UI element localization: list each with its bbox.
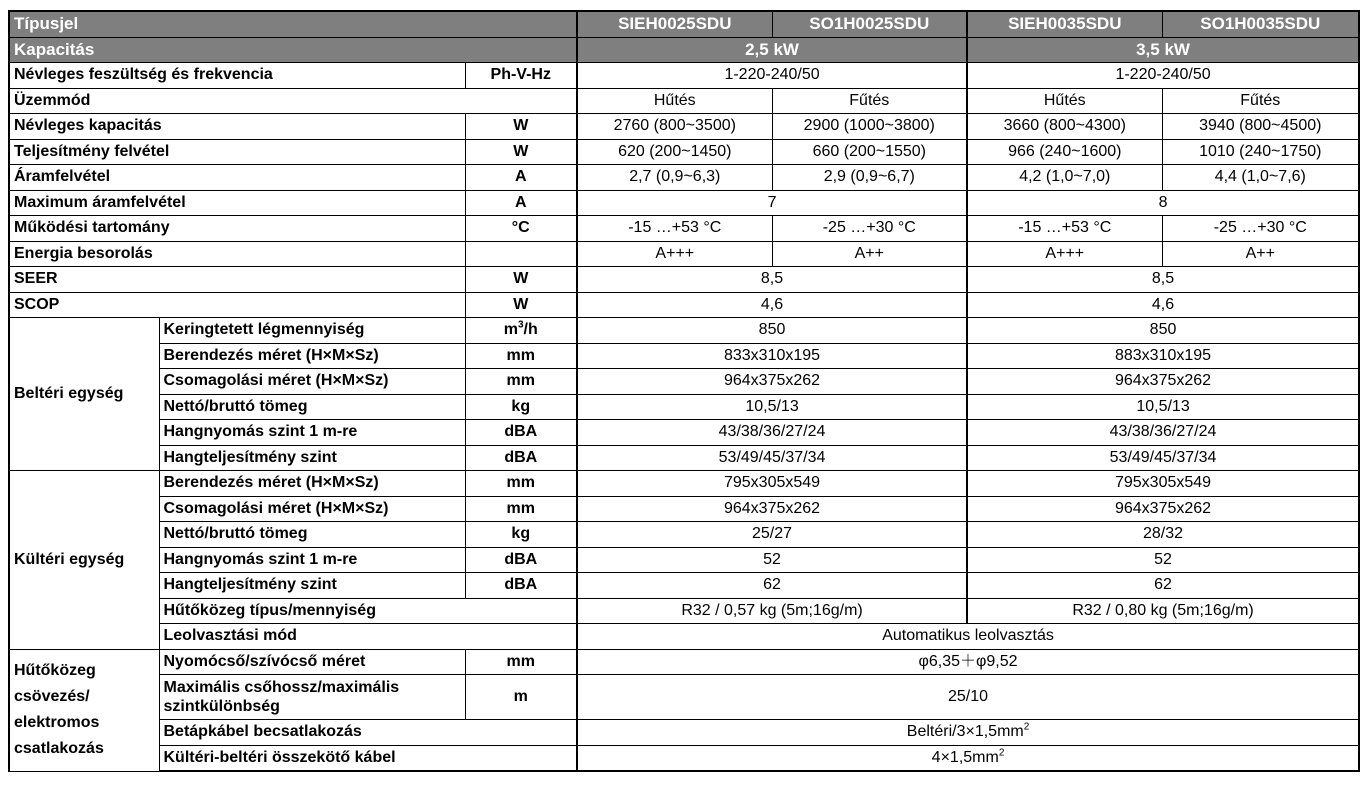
cell-value: 4,6 <box>967 292 1359 318</box>
outdoor-dimensions-row <box>9 471 1359 497</box>
rated-capacity-row <box>9 114 1359 140</box>
row-label: Leolvasztási mód <box>159 624 577 650</box>
cell-value: 833x310x195 <box>577 343 967 369</box>
row-label: Keringtetett légmennyiség <box>159 318 465 344</box>
row-label: Névleges feszültség és frekvencia <box>9 63 465 89</box>
row-unit: dBA <box>465 547 577 573</box>
capacity-value: 2,5 kW <box>577 37 967 63</box>
cell-value: 8 <box>967 190 1359 216</box>
indoor-weight-row <box>9 394 1359 420</box>
row-label: Hangteljesítmény szint <box>159 573 465 599</box>
row-unit: dBA <box>465 573 577 599</box>
operating-range-row <box>9 216 1359 242</box>
capacity-header-row <box>9 37 1359 63</box>
model-name: SIEH0025SDU <box>577 11 772 37</box>
cell-value: 964x375x262 <box>967 496 1359 522</box>
spec-table <box>8 10 1360 772</box>
model-name: SO1H0025SDU <box>772 11 967 37</box>
cell-value: 1-220-240/50 <box>967 63 1359 89</box>
row-label: Betápkábel becsatlakozás <box>159 720 577 746</box>
model-header-row <box>9 11 1359 37</box>
row-label: Nettó/bruttó tömeg <box>159 394 465 420</box>
cell-value: 883x310x195 <box>967 343 1359 369</box>
connecting-cable-row <box>9 745 1359 771</box>
cell-value: -25 …+30 °C <box>772 216 967 242</box>
mode-row <box>9 88 1359 114</box>
cell-value: 2760 (800~3500) <box>577 114 772 140</box>
cell-value: $4\times 1,5mm^2$ <box>577 745 1359 771</box>
capacity-value: 3,5 kW <box>967 37 1359 63</box>
model-name: SO1H0035SDU <box>1162 11 1359 37</box>
cell-value: 964x375x262 <box>577 369 967 395</box>
outdoor-defrost-row <box>9 624 1359 650</box>
cell-value: 2,9 (0,9~6,7) <box>772 165 967 191</box>
cell-value: A++ <box>772 241 967 267</box>
row-label: Üzemmód <box>9 88 577 114</box>
row-label: Hangnyomás szint 1 m-re <box>159 547 465 573</box>
row-unit: kg <box>465 394 577 420</box>
cell-value: 3660 (800~4300) <box>967 114 1162 140</box>
cell-value: 25/27 <box>577 522 967 548</box>
row-label: Teljesítmény felvétel <box>9 139 465 165</box>
cell-value: 4,4 (1,0~7,6) <box>1162 165 1359 191</box>
cell-value: 43/38/36/27/24 <box>967 420 1359 446</box>
row-unit: mm <box>465 649 577 675</box>
cell-value: R32 / 0,80 kg (5m;16g/m) <box>967 598 1359 624</box>
cell-value: 620 (200~1450) <box>577 139 772 165</box>
type-label: Típusjel <box>9 11 577 37</box>
cell-value: A++ <box>1162 241 1359 267</box>
power-input-row <box>9 139 1359 165</box>
cell-value: 1-220-240/50 <box>577 63 967 89</box>
row-label: Maximum áramfelvétel <box>9 190 465 216</box>
row-unit: W <box>465 267 577 293</box>
power-cable-row <box>9 720 1359 746</box>
row-unit: mm <box>465 369 577 395</box>
max-current-row <box>9 190 1359 216</box>
row-unit: dBA <box>465 420 577 446</box>
cell-value: 53/49/45/37/34 <box>577 445 967 471</box>
cell-value: 7 <box>577 190 967 216</box>
cell-value: 2900 (1000~3800) <box>772 114 967 140</box>
row-label: Energia besorolás <box>9 241 465 267</box>
row-unit: Ph-V-Hz <box>465 63 577 89</box>
cell-value: 966 (240~1600) <box>967 139 1162 165</box>
cell-value: 850 <box>967 318 1359 344</box>
outdoor-package-row <box>9 496 1359 522</box>
cell-value: 850 <box>577 318 967 344</box>
cell-value: Hűtés <box>967 88 1162 114</box>
cell-value: 62 <box>577 573 967 599</box>
cell-value: 53/49/45/37/34 <box>967 445 1359 471</box>
cell-value: 62 <box>967 573 1359 599</box>
cell-value: 28/32 <box>967 522 1359 548</box>
cell-value: 8,5 <box>577 267 967 293</box>
row-unit: m <box>465 675 577 720</box>
cell-value: 52 <box>577 547 967 573</box>
row-unit <box>465 241 577 267</box>
row-label: Csomagolási méret (H×M×Sz) <box>159 496 465 522</box>
scop-row <box>9 292 1359 318</box>
cell-value: 52 <box>967 547 1359 573</box>
energy-class-row <box>9 241 1359 267</box>
cell-value: 10,5/13 <box>577 394 967 420</box>
row-label: SCOP <box>9 292 465 318</box>
cell-value: -15 …+53 °C <box>967 216 1162 242</box>
row-label: Berendezés méret (H×M×Sz) <box>159 343 465 369</box>
row-unit: A <box>465 165 577 191</box>
row-unit: mm <box>465 343 577 369</box>
cell-value: -25 …+30 °C <box>1162 216 1359 242</box>
row-unit: mm <box>465 496 577 522</box>
cell-value: Automatikus leolvasztás <box>577 624 1359 650</box>
row-label: Hangteljesítmény szint <box>159 445 465 471</box>
outdoor-refrigerant-row <box>9 598 1359 624</box>
row-label: Csomagolási méret (H×M×Sz) <box>159 369 465 395</box>
row-unit: mm <box>465 471 577 497</box>
row-label: Hangnyomás szint 1 m-re <box>159 420 465 446</box>
cell-value: 4,6 <box>577 292 967 318</box>
row-label: Kültéri-beltéri összekötő kábel <box>159 745 577 771</box>
cell-value: 660 (200~1550) <box>772 139 967 165</box>
cell-value: Hűtés <box>577 88 772 114</box>
cell-value: Beltéri/$3\times 1,5mm^2$ <box>577 720 1359 746</box>
cell-value: 1010 (240~1750) <box>1162 139 1359 165</box>
row-label: Hűtőközeg típus/mennyiség <box>159 598 577 624</box>
row-unit: dBA <box>465 445 577 471</box>
max-length-row <box>9 675 1359 720</box>
row-label: Névleges kapacitás <box>9 114 465 140</box>
row-label: Berendezés méret (H×M×Sz) <box>159 471 465 497</box>
row-unit: W <box>465 139 577 165</box>
cell-value: 964x375x262 <box>967 369 1359 395</box>
cell-value: φ6,35＋φ9,52 <box>577 649 1359 675</box>
cell-value: 43/38/36/27/24 <box>577 420 967 446</box>
outdoor-weight-row <box>9 522 1359 548</box>
row-label: Maximális csőhossz/maximális szintkülönbség <box>159 675 465 720</box>
cell-value: A+++ <box>577 241 772 267</box>
seer-row <box>9 267 1359 293</box>
cell-value: -15 …+53 °C <box>577 216 772 242</box>
row-label: SEER <box>9 267 465 293</box>
cell-value: 8,5 <box>967 267 1359 293</box>
indoor-package-row <box>9 369 1359 395</box>
voltage-row <box>9 63 1359 89</box>
cell-value: 10,5/13 <box>967 394 1359 420</box>
cell-value: 964x375x262 <box>577 496 967 522</box>
outdoor-group-label: Kültéri egység <box>9 471 159 650</box>
row-unit: A <box>465 190 577 216</box>
piping-group-label: Hűtőközeg csövezés/ elektromos csatlakozás <box>9 649 159 771</box>
cell-value: 795x305x549 <box>967 471 1359 497</box>
outdoor-sound-power-row <box>9 573 1359 599</box>
cell-value: Fűtés <box>772 88 967 114</box>
pipe-size-row <box>9 649 1359 675</box>
cell-value: 795x305x549 <box>577 471 967 497</box>
outdoor-sound-pressure-row <box>9 547 1359 573</box>
row-label: Működési tartomány <box>9 216 465 242</box>
row-unit: W <box>465 114 577 140</box>
indoor-dimensions-row <box>9 343 1359 369</box>
cell-value: A+++ <box>967 241 1162 267</box>
indoor-airflow-row <box>9 318 1359 344</box>
cell-value: Fűtés <box>1162 88 1359 114</box>
row-unit: °C <box>465 216 577 242</box>
indoor-sound-pressure-row <box>9 420 1359 446</box>
indoor-sound-power-row <box>9 445 1359 471</box>
row-label: Nyomócső/szívócső méret <box>159 649 465 675</box>
cell-value: 25/10 <box>577 675 1359 720</box>
current-row <box>9 165 1359 191</box>
model-name: SIEH0035SDU <box>967 11 1162 37</box>
cell-value: 3940 (800~4500) <box>1162 114 1359 140</box>
row-label: Nettó/bruttó tömeg <box>159 522 465 548</box>
row-unit: kg <box>465 522 577 548</box>
row-unit: W <box>465 292 577 318</box>
capacity-label: Kapacitás <box>9 37 577 63</box>
cell-value: 4,2 (1,0~7,0) <box>967 165 1162 191</box>
cell-value: 2,7 (0,9~6,3) <box>577 165 772 191</box>
indoor-group-label: Beltéri egység <box>9 318 159 471</box>
row-unit: $m^3/h$ <box>465 318 577 344</box>
cell-value: R32 / 0,57 kg (5m;16g/m) <box>577 598 967 624</box>
row-label: Áramfelvétel <box>9 165 465 191</box>
